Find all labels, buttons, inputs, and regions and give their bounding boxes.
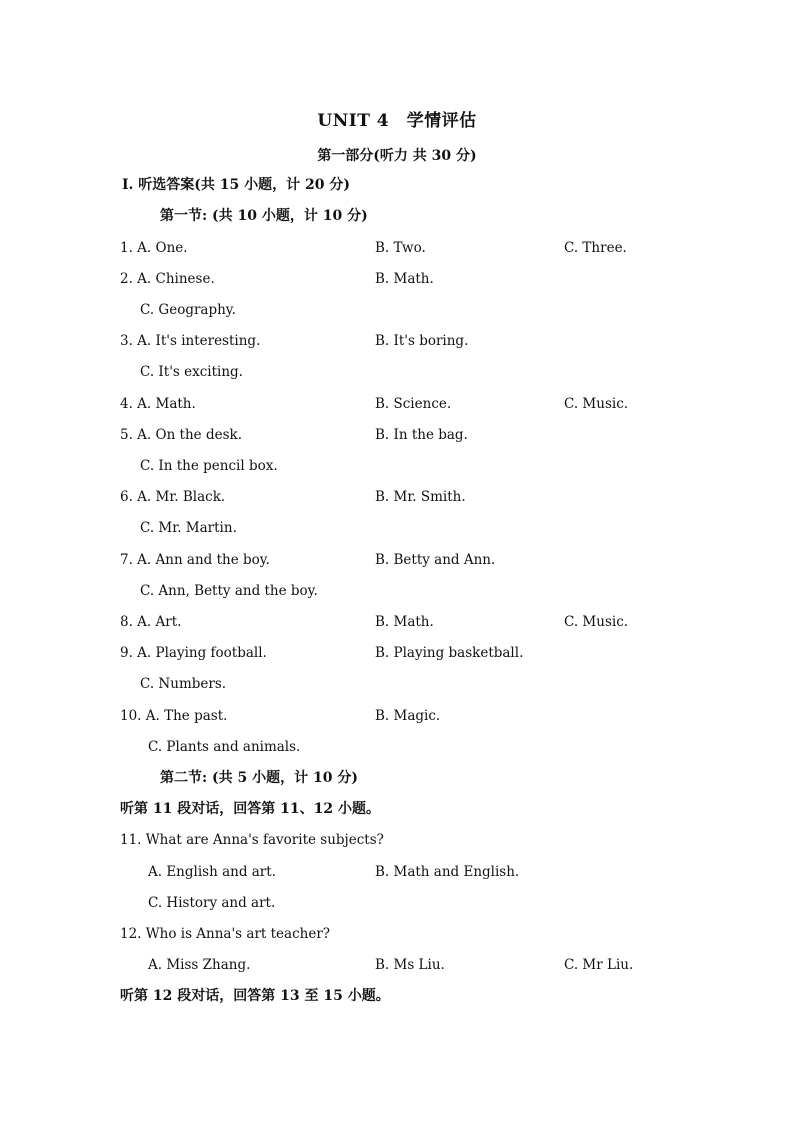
q6-option-b: B. Mr. Smith. — [375, 489, 466, 505]
subsection-1-heading: 第一节: (共 10 小题，计 10 分) — [160, 208, 368, 224]
q10-option-c: C. Plants and animals. — [148, 739, 301, 755]
q6-option-a: 6. A. Mr. Black. — [120, 489, 226, 505]
q1-option-c: C. Three. — [564, 240, 627, 256]
q9-option-a: 9. A. Playing football. — [120, 645, 267, 661]
q11-stem: 11. What are Anna's favorite subjects? — [120, 832, 384, 848]
q12-option-c: C. Mr Liu. — [564, 957, 634, 973]
q3-option-a: 3. A. It's interesting. — [120, 333, 261, 349]
q5-option-b: B. In the bag. — [375, 427, 468, 443]
q9-option-b: B. Playing basketball. — [375, 645, 524, 661]
q8-option-c: C. Music. — [564, 614, 629, 630]
q3-option-c: C. It's exciting. — [140, 364, 243, 380]
q12-option-b: B. Ms Liu. — [375, 957, 445, 973]
q7-option-c: C. Ann, Betty and the boy. — [140, 583, 318, 599]
q4-option-a: 4. A. Math. — [120, 396, 196, 412]
q5-option-a: 5. A. On the desk. — [120, 427, 242, 443]
q9-option-c: C. Numbers. — [140, 676, 227, 692]
q2-option-c: C. Geography. — [140, 302, 236, 318]
section-heading: Ⅰ. 听选答案(共 15 小题，计 20 分) — [122, 177, 351, 193]
q12-stem: 12. Who is Anna's art teacher? — [120, 926, 331, 942]
q12-option-a: A. Miss Zhang. — [148, 957, 251, 973]
q1-option-b: B. Two. — [375, 240, 426, 256]
q7-option-b: B. Betty and Ann. — [375, 552, 496, 568]
q2-option-b: B. Math. — [375, 271, 434, 287]
q1-option-a: 1. A. One. — [120, 240, 188, 256]
q3-option-b: B. It's boring. — [375, 333, 469, 349]
q4-option-c: C. Music. — [564, 396, 629, 412]
dialog-11-intro: 听第 11 段对话，回答第 11、12 小题。 — [120, 801, 380, 817]
q8-option-a: 8. A. Art. — [120, 614, 182, 630]
q2-option-a: 2. A. Chinese. — [120, 271, 215, 287]
q10-option-b: B. Magic. — [375, 708, 441, 724]
q8-option-b: B. Math. — [375, 614, 434, 630]
page-title: UNIT 4 学情评估 — [317, 111, 477, 131]
q5-option-c: C. In the pencil box. — [140, 458, 278, 474]
q7-option-a: 7. A. Ann and the boy. — [120, 552, 270, 568]
q6-option-c: C. Mr. Martin. — [140, 520, 237, 536]
q11-option-a: A. English and art. — [148, 864, 276, 880]
q11-option-c: C. History and art. — [148, 895, 276, 911]
q11-option-b: B. Math and English. — [375, 864, 520, 880]
subsection-2-heading: 第二节: (共 5 小题，计 10 分) — [160, 770, 359, 786]
part-title: 第一部分(听力 共 30 分) — [317, 148, 477, 164]
q4-option-b: B. Science. — [375, 396, 452, 412]
dialog-12-intro: 听第 12 段对话，回答第 13 至 15 小题。 — [120, 988, 390, 1004]
q10-option-a: 10. A. The past. — [120, 708, 228, 724]
